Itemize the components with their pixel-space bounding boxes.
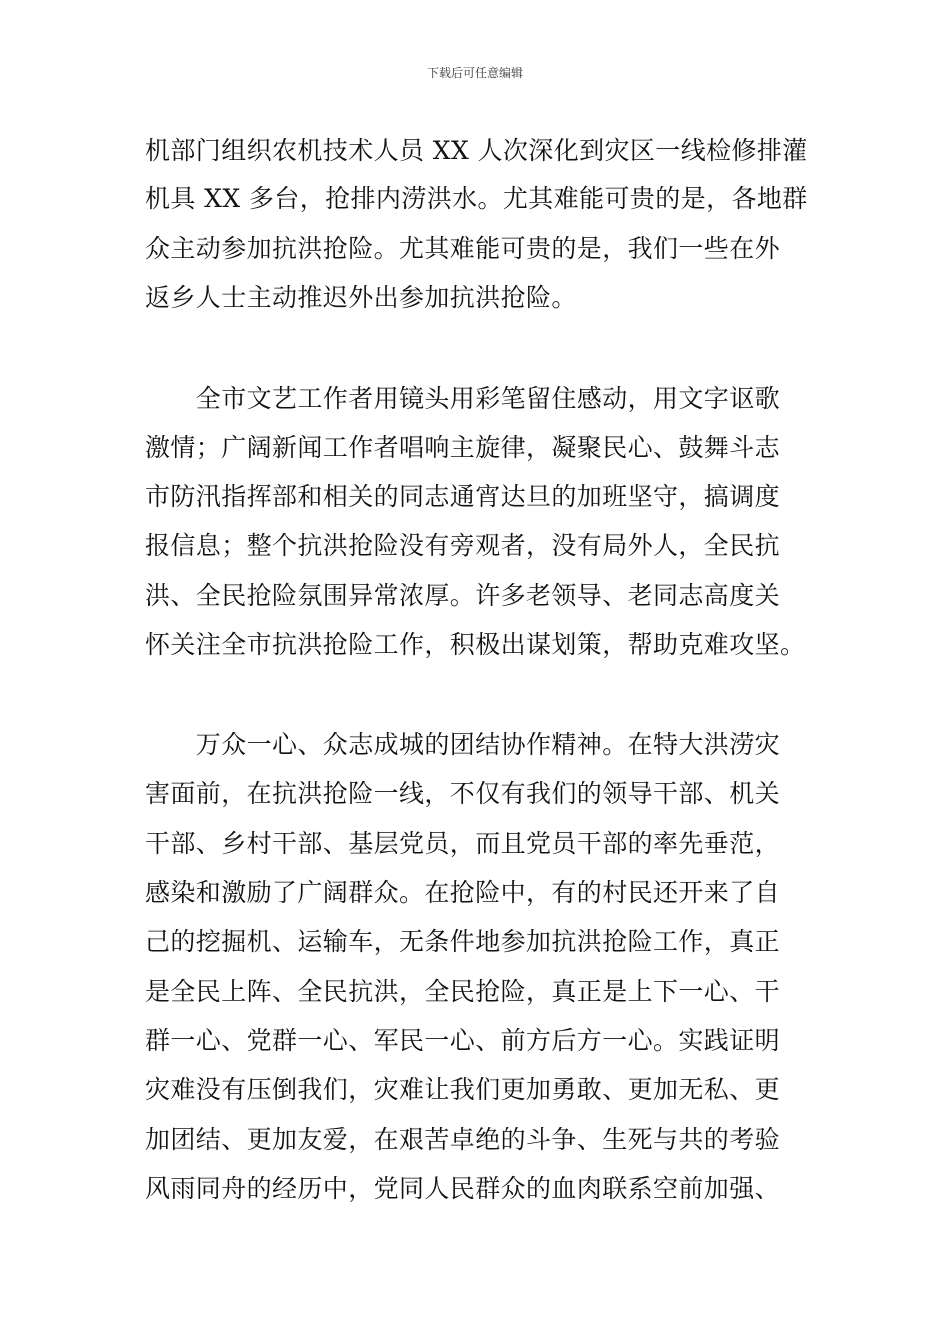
text-line: 众主动参加抗洪抢险。尤其难能可贵的是，我们一些在外 bbox=[145, 234, 781, 263]
text-line: 报信息；整个抗洪抢险没有旁观者，没有局外人，全民抗 bbox=[145, 531, 781, 560]
text-line: 干部、乡村干部、基层党员，而且党员干部的率先垂范， bbox=[145, 829, 781, 858]
text-line: 万众一心、众志成城的团结协作精神。在特大洪涝灾 bbox=[145, 730, 781, 759]
text-line: 是全民上阵、全民抗洪，全民抢险，真正是上下一心、干 bbox=[145, 977, 781, 1006]
text-line: 己的挖掘机、运输车，无条件地参加抗洪抢险工作，真正 bbox=[145, 927, 781, 956]
text-line: 风雨同舟的经历中，党同人民群众的血肉联系空前加强、 bbox=[145, 1174, 781, 1203]
text-line: 市防汛指挥部和相关的同志通宵达旦的加班坚守，搞调度 bbox=[145, 482, 781, 511]
text-line: 全市文艺工作者用镜头用彩笔留住感动，用文字讴歌 bbox=[145, 384, 781, 413]
text-line: 灾难没有压倒我们，灾难让我们更加勇敢、更加无私、更 bbox=[145, 1075, 781, 1104]
text-line: 怀关注全市抗洪抢险工作，积极出谋划策，帮助克难攻坚。 bbox=[145, 630, 806, 659]
text-line: 激情；广阔新闻工作者唱响主旋律，凝聚民心、鼓舞斗志 bbox=[145, 433, 781, 462]
text-line: 加团结、更加友爱，在艰苦卓绝的斗争、生死与共的考验 bbox=[145, 1125, 781, 1154]
page-header-note: 下载后可任意编辑 bbox=[426, 66, 523, 80]
text-line: 感染和激励了广阔群众。在抢险中，有的村民还开来了自 bbox=[145, 878, 781, 907]
text-line: 害面前，在抗洪抢险一线，不仅有我们的领导干部、机关 bbox=[145, 779, 781, 808]
text-line: 返乡人士主动推迟外出参加抗洪抢险。 bbox=[145, 283, 577, 312]
text-line: 机具 XX 多台，抢排内涝洪水。尤其难能可贵的是，各地群 bbox=[145, 184, 808, 213]
text-line: 机部门组织农机技术人员 XX 人次深化到灾区一线检修排灌 bbox=[145, 136, 808, 165]
text-line: 洪、全民抢险氛围异常浓厚。许多老领导、老同志高度关 bbox=[145, 581, 781, 610]
text-line: 群一心、党群一心、军民一心、前方后方一心。实践证明 bbox=[145, 1026, 781, 1055]
